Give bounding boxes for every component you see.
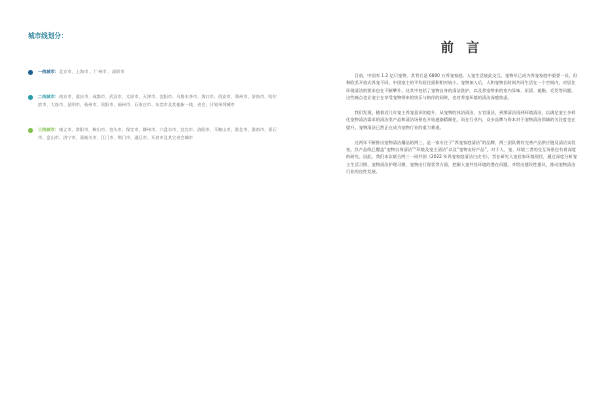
- city-tiers-section: [28, 30, 278, 159]
- tier-2-cities: 南京市、重庆市、成都市、武汉市、太原市、天津市、沈阳市、乌鲁木齐市、海口市、西安市、郑州市、济南市、哈尔滨市、大连市、昆明市、杭州市、贵阳市、福州市、石家庄市、东莞市及其他新一线、省会、计划单列城市: [38, 94, 277, 107]
- tier-3-text: [38, 126, 278, 141]
- tier-1-label: 一线城市：: [38, 69, 59, 74]
- tier-3: [28, 126, 278, 141]
- tier-3-cities: 康义市、常阳市、鞍山市、包头市、保定市、柳州市、六盘水市、宜宾市、洛阳市、马鞍山市、淮北市、淮南市、景石市、盘山市、济宁市、嘉峪关市、江门市、荆门市、通辽市、开封市及其它省会城市: [38, 127, 277, 140]
- preface-section: [346, 37, 578, 184]
- preface-title: 前 言: [440, 41, 484, 56]
- tier-1: [28, 68, 278, 75]
- preface-paragraph: 我们发现，随着近几年宠主养宠意识的提升，从宠物的沐浴清洁、五官清洁，到那清洁再到环境清洁，以满足宠主多样化宠物清洁需求的清洁类产品和清洁场景也开始逐渐精细化，而在行业内，众多品牌与资本对于宠物清洁领域的关注度也在提升，宠物清洁已然正在成为宠物行业的重力赛道。: [346, 111, 576, 131]
- tier-2: [28, 93, 278, 108]
- city-tiers-title: 城市线划分：: [28, 32, 68, 40]
- bullet-dot-icon: [28, 95, 33, 100]
- bullet-dot-icon: [28, 128, 33, 133]
- bullet-dot-icon: [28, 70, 33, 75]
- preface-paragraph: 目前，中国有 1.2 亿只宠物，其背后是 6800 万养宠家庭。人宠生活彼此交互，宠物早已成为养宠家庭中重要一员，但和欧美开放式养宠不同，中国宠主的平均居住面积相对较小，宠物加入后，人和宠物长时间共同生活在一个空间内，对居住环境清洁的要求也在不断攀升。这其中包括了宠物自身的清洁洗护，以及养宠带来的室内异味、尿渍、褪脂、毛发等问题，这些痛点也让宠主在享受宠物带来的快乐与陪伴的同时，也对养宠环境的清洁深感焦虑。: [346, 74, 578, 102]
- preface-paragraph: 这两年不断推出宠物清洁爆品的两三，是一家专注于“养宠家庭清洁”的品牌，两三团队拥有完善产品供应链及清洁实验室。其产品线已覆盖“宠物自身清洁”“环境及宠主清洁”以及“宠物友好产品”，对于人、宠、环境三者的交互场景也有着深度的研究。因此，我们本次联合两三一同共创《2022 年养宠家庭清洁白皮书》，旨在研究人宠居家环境现状，通过深度分析宠主生活习惯、宠物清洁护理习惯、宠物出行现状等方面，挖掘人宠共处环境的潜在问题，并给出建设性建议，推动宠物清洁行业的良性发展。: [346, 140, 578, 176]
- tier-2-label: 二线城市：: [38, 94, 59, 100]
- tier-1-text: [38, 68, 124, 75]
- tier-1-cities: 北京市、上海市 、广州市 、深圳市: [58, 69, 125, 74]
- tier-2-text: [38, 93, 278, 108]
- tier-3-label: 三线城市：: [38, 127, 59, 133]
